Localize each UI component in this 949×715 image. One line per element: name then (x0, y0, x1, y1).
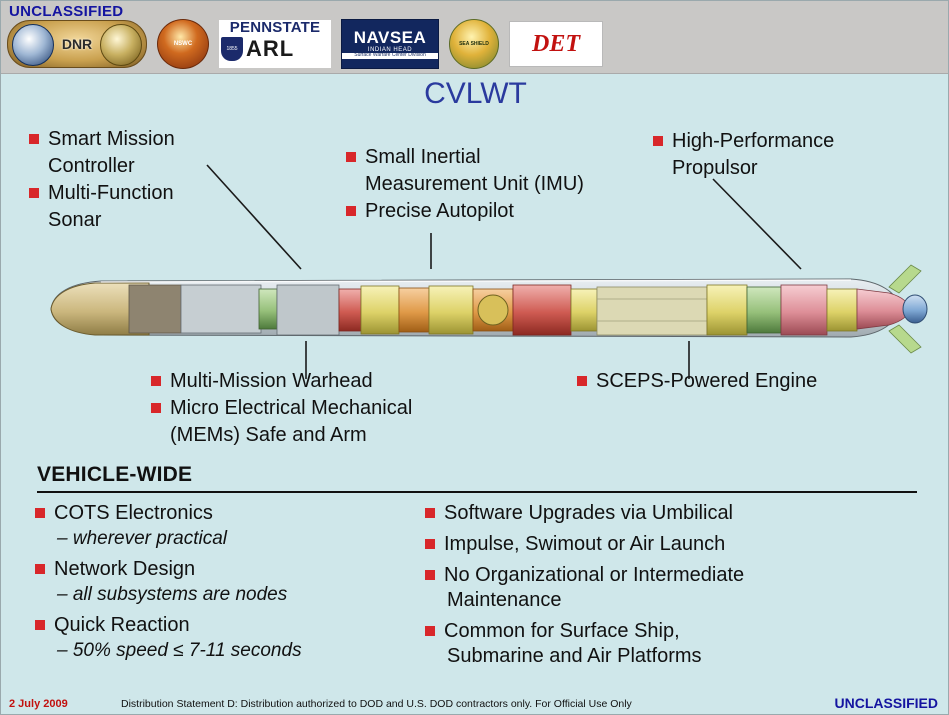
list-item-row (425, 619, 925, 644)
list-item-row (425, 501, 925, 526)
callout-line (151, 423, 501, 448)
callout-text: Measurement Unit (IMU) (365, 173, 584, 195)
vehicle-wide-divider (37, 491, 917, 493)
callout-line (346, 145, 636, 170)
callout-line (653, 156, 923, 181)
vehicle-wide-left-column (35, 501, 425, 669)
forward-electronics-bay (181, 285, 261, 333)
motor-module (781, 285, 827, 335)
list-item (35, 501, 425, 551)
callout-text: High-Performance (672, 130, 835, 152)
autopilot-module (399, 288, 429, 332)
list-item-label: Quick Reaction (54, 614, 190, 636)
list-item-label: Software Upgrades via Umbilical (444, 502, 734, 524)
callout-line (151, 369, 501, 394)
navsea-wordmark: NAVSEA (353, 28, 427, 48)
control-fin-lower (889, 325, 921, 353)
safe-and-arm-module (339, 289, 361, 331)
footer-distribution-statement: Distribution Statement D: Distribution authorized to DOD and U.S. DOD contractors only. For Official Use Only (121, 698, 632, 710)
marine-seal-icon (100, 24, 142, 66)
bullet-square-icon (425, 508, 435, 518)
callout-propulsor (653, 129, 923, 183)
control-electronics-module (429, 286, 473, 334)
bullet-square-icon (35, 508, 45, 518)
warhead-section (277, 285, 339, 335)
callout-text: Small Inertial (365, 146, 481, 168)
dnr-logo-text: DNR (61, 36, 93, 52)
page-title: CVLWT (424, 77, 527, 110)
callout-line (29, 208, 259, 233)
list-item (425, 563, 925, 613)
bullet-square-icon (35, 620, 45, 630)
bullet-square-icon (29, 188, 39, 198)
navsea-logo-icon (341, 19, 439, 69)
torpedo-cutaway-diagram (31, 259, 931, 359)
callout-text: (MEMs) Safe and Arm (170, 424, 367, 446)
callout-line (29, 181, 259, 206)
navsea-subline: INDIAN HEAD (367, 47, 413, 54)
aft-electronics (827, 289, 857, 331)
fuel-tank-section (597, 287, 707, 335)
list-item-sub: – all subsystems are nodes (57, 584, 288, 605)
list-item-label: Impulse, Swimout or Air Launch (444, 533, 726, 555)
list-item-sub: – 50% speed ≤ 7-11 seconds (57, 640, 302, 661)
vehicle-wide-right-column (425, 501, 925, 675)
list-item (425, 619, 925, 669)
nswc-logo-text: NSWC (173, 41, 193, 47)
callout-line (346, 172, 636, 197)
bullet-square-icon (653, 136, 663, 146)
dod-navy-marine-seal-icon (7, 20, 147, 68)
callout-text: Propulsor (672, 157, 758, 179)
propulsor-hub (903, 295, 927, 323)
bullet-square-icon (425, 570, 435, 580)
callout-smart-mission-controller (29, 127, 259, 235)
nswc-indian-head-seal-icon (157, 19, 209, 69)
callout-text: Sonar (48, 209, 102, 231)
header-band (1, 1, 949, 74)
penn-state-arl-logo-icon (219, 20, 331, 68)
bullet-square-icon (425, 626, 435, 636)
control-fin-upper (889, 265, 921, 293)
gearbox-module (747, 287, 781, 333)
aft-machinery-module (707, 285, 747, 335)
callout-line (29, 127, 259, 152)
green-circuit-card (259, 289, 277, 329)
list-item (35, 613, 425, 663)
arl-wordmark: ARL (246, 36, 295, 61)
sea-shield-seal-icon (449, 19, 499, 69)
callout-text: Controller (48, 155, 135, 177)
navsea-division-line: Surface Warfare Center Division (342, 53, 438, 58)
classification-banner-bottom: UNCLASSIFIED (834, 695, 938, 711)
callout-line (653, 129, 923, 154)
list-item-label: Network Design (54, 558, 196, 580)
list-item-continuation: Submarine and Air Platforms (447, 645, 702, 667)
list-item-label: Common for Surface Ship, (444, 620, 680, 642)
bullet-square-icon (151, 376, 161, 386)
sceps-heat-exchanger (571, 289, 597, 331)
list-item-continuation: Maintenance (447, 589, 562, 611)
sceps-engine-core (513, 285, 571, 335)
callout-text: Multi-Function (48, 182, 174, 204)
footer-date: 2 July 2009 (9, 698, 68, 710)
vehicle-wide-heading: VEHICLE-WIDE (37, 463, 193, 486)
engine-flywheel (478, 295, 508, 325)
det-logo-icon (509, 21, 603, 67)
list-item-row (425, 532, 925, 557)
bullet-square-icon (346, 206, 356, 216)
list-item-row (425, 563, 925, 588)
callout-imu-autopilot (346, 145, 636, 226)
bullet-square-icon (577, 376, 587, 386)
list-item (425, 532, 925, 557)
bullet-square-icon (346, 152, 356, 162)
list-item-sub: – wherever practical (57, 528, 228, 549)
bullet-square-icon (151, 403, 161, 413)
logo-row (7, 19, 603, 69)
callout-line (577, 369, 887, 394)
penn-state-wordmark: PENNSTATE (229, 20, 321, 36)
list-item (35, 557, 425, 607)
list-item (425, 501, 925, 526)
sea-shield-text: SEA SHIELD (459, 41, 489, 47)
list-item-label: COTS Electronics (54, 502, 213, 524)
tail-cone (857, 289, 909, 329)
callout-text: SCEPS-Powered Engine (596, 370, 818, 392)
callout-text: Multi-Mission Warhead (170, 370, 373, 392)
imu-module (361, 286, 399, 334)
bullet-square-icon (29, 134, 39, 144)
arl-row (219, 36, 331, 62)
list-item-row (35, 557, 425, 582)
bullet-square-icon (425, 539, 435, 549)
list-item-row (35, 613, 425, 638)
bullet-square-icon (35, 564, 45, 574)
callout-line (151, 396, 501, 421)
sonar-array-module (129, 285, 181, 333)
leader-line-propulsor (713, 179, 801, 269)
callout-text: Micro Electrical Mechanical (170, 397, 413, 419)
callout-line (29, 154, 259, 179)
callout-text: Smart Mission (48, 128, 175, 150)
callout-sceps-engine (577, 369, 887, 396)
det-wordmark: DET (532, 30, 580, 57)
navy-seal-icon (12, 24, 54, 66)
callout-text: Precise Autopilot (365, 200, 514, 222)
classification-banner-top: UNCLASSIFIED (9, 3, 124, 20)
callout-warhead-mems (151, 369, 501, 450)
list-item-label: No Organizational or Intermediate (444, 564, 745, 586)
list-item-row (35, 501, 425, 526)
callout-line (346, 199, 636, 224)
penn-state-shield-icon: 1855 (221, 37, 243, 61)
